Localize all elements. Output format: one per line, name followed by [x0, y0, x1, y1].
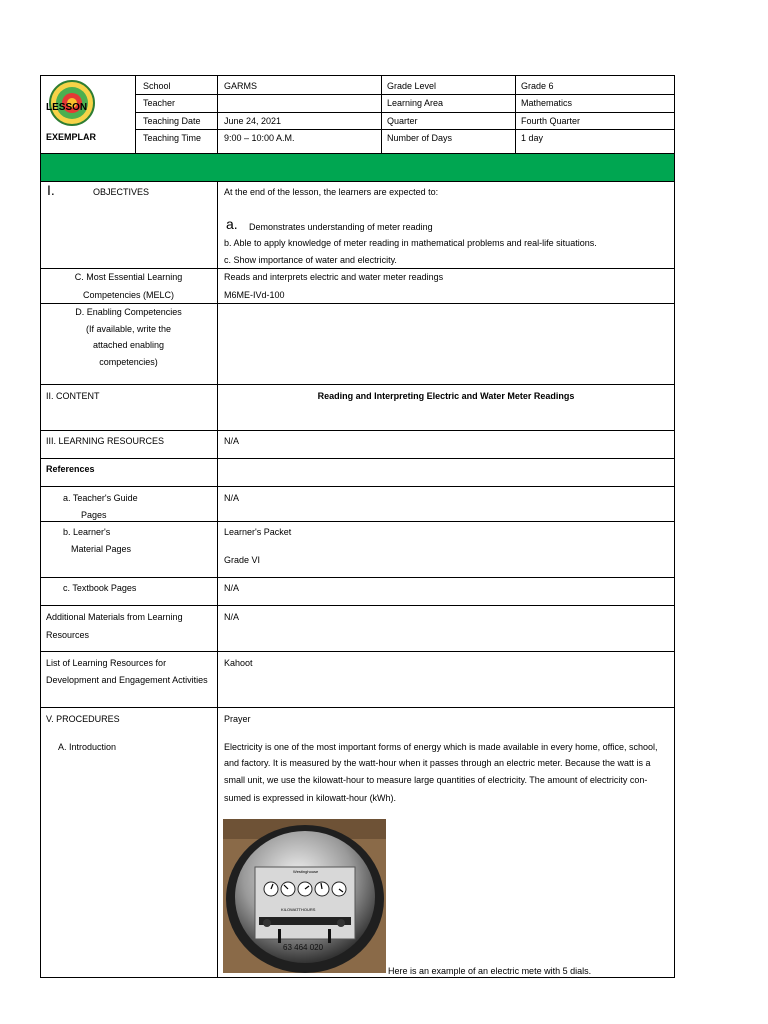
- objectives-intro: At the end of the lesson, the learners are expected to:: [224, 187, 439, 197]
- meter-caption: Here is an example of an electric mete with 5 dials.: [388, 966, 592, 976]
- intro-paragraph-line2: and factory. It is measured by the watt-hour when it passes through an electric meter. Because the watt is a: [224, 758, 651, 768]
- melc-label-line2: Competencies (MELC): [82, 290, 175, 300]
- grade-level-value: Grade 6: [521, 81, 554, 91]
- teachers-guide-line1: a. Teacher's Guide: [63, 493, 138, 503]
- intro-paragraph-line4: sumed is expressed in kilowatt-hour (kWh).: [224, 793, 397, 803]
- objective-a-text: Demonstrates understanding of meter reading: [249, 222, 433, 232]
- enabling-line1: D. Enabling Competencies: [75, 307, 182, 317]
- teachers-guide-line2: Pages: [81, 510, 107, 520]
- textbook-pages-label: c. Textbook Pages: [63, 583, 137, 593]
- prayer-text: Prayer: [224, 714, 251, 724]
- objectives-label: OBJECTIVES: [93, 187, 150, 197]
- quarter-label: Quarter: [387, 116, 418, 126]
- resource-list-value: Kahoot: [224, 658, 253, 668]
- meter-serial: 63 464 020: [283, 943, 324, 952]
- teaching-date-label: Teaching Date: [143, 116, 201, 126]
- number-of-days-value: 1 day: [521, 133, 544, 143]
- meter-kwh-label: KILOWATTHOURS: [281, 907, 316, 912]
- teachers-guide-value: N/A: [224, 493, 240, 503]
- introduction-label: A. Introduction: [58, 742, 117, 752]
- learners-material-line2: Material Pages: [71, 544, 132, 554]
- logo-lesson-text: LESSON: [46, 102, 88, 113]
- additional-materials-value: N/A: [224, 612, 240, 622]
- school-label: School: [143, 81, 171, 91]
- learning-resources-label: III. LEARNING RESOURCES: [46, 436, 165, 446]
- intro-paragraph-line1: Electricity is one of the most important forms of energy which is made available in every home, office, school,: [224, 742, 658, 752]
- enabling-line4: competencies): [99, 357, 158, 367]
- additional-materials-line2: Resources: [46, 630, 90, 640]
- enabling-line2: (If available, write the: [85, 324, 172, 334]
- learners-material-value1: Learner's Packet: [224, 527, 292, 537]
- procedures-label: V. PROCEDURES: [46, 714, 120, 724]
- teaching-time-label: Teaching Time: [143, 133, 202, 143]
- meter-brand: Westinghouse: [293, 869, 319, 874]
- green-header-band: [41, 154, 674, 181]
- learning-resources-value: N/A: [224, 436, 240, 446]
- number-of-days-label: Number of Days: [387, 133, 453, 143]
- grade-level-label: Grade Level: [387, 81, 437, 91]
- melc-label-line1: C. Most Essential Learning: [74, 272, 183, 282]
- melc-value-line1: Reads and interprets electric and water meter readings: [224, 272, 444, 282]
- enabling-line3: attached enabling: [92, 340, 165, 350]
- content-value: Reading and Interpreting Electric and Water Meter Readings: [317, 391, 575, 401]
- objective-a-marker: a.: [226, 216, 238, 232]
- learning-area-value: Mathematics: [521, 98, 573, 108]
- melc-value-line2: M6ME-IVd-100: [224, 290, 285, 300]
- intro-paragraph-line3: small unit, we use the kilowatt-hour to measure large quantities of electricity. The amount of electricity con-: [224, 775, 648, 785]
- textbook-pages-value: N/A: [224, 583, 240, 593]
- teaching-time-value: 9:00 – 10:00 A.M.: [224, 133, 295, 143]
- objective-c-text: c. Show importance of water and electricity.: [224, 255, 397, 265]
- quarter-value: Fourth Quarter: [521, 116, 581, 126]
- teacher-label: Teacher: [143, 98, 176, 108]
- learners-material-value2: Grade VI: [224, 555, 261, 565]
- references-label: References: [46, 464, 95, 474]
- learners-material-line1: b. Learner's: [63, 527, 111, 537]
- resource-list-line2: Development and Engagement Activities: [46, 675, 208, 685]
- objective-b-text: b. Able to apply knowledge of meter reading in mathematical problems and real-life situations.: [224, 238, 597, 248]
- objectives-numeral: I.: [47, 182, 55, 198]
- learning-area-label: Learning Area: [387, 98, 444, 108]
- teaching-date-value: June 24, 2021: [224, 116, 282, 126]
- content-label: II. CONTENT: [46, 391, 100, 401]
- exemplar-text: EXEMPLAR: [46, 132, 97, 142]
- school-value: GARMS: [224, 81, 258, 91]
- resource-list-line1: List of Learning Resources for: [46, 658, 167, 668]
- additional-materials-line1: Additional Materials from Learning: [46, 612, 183, 622]
- electric-meter-photo: [223, 819, 386, 973]
